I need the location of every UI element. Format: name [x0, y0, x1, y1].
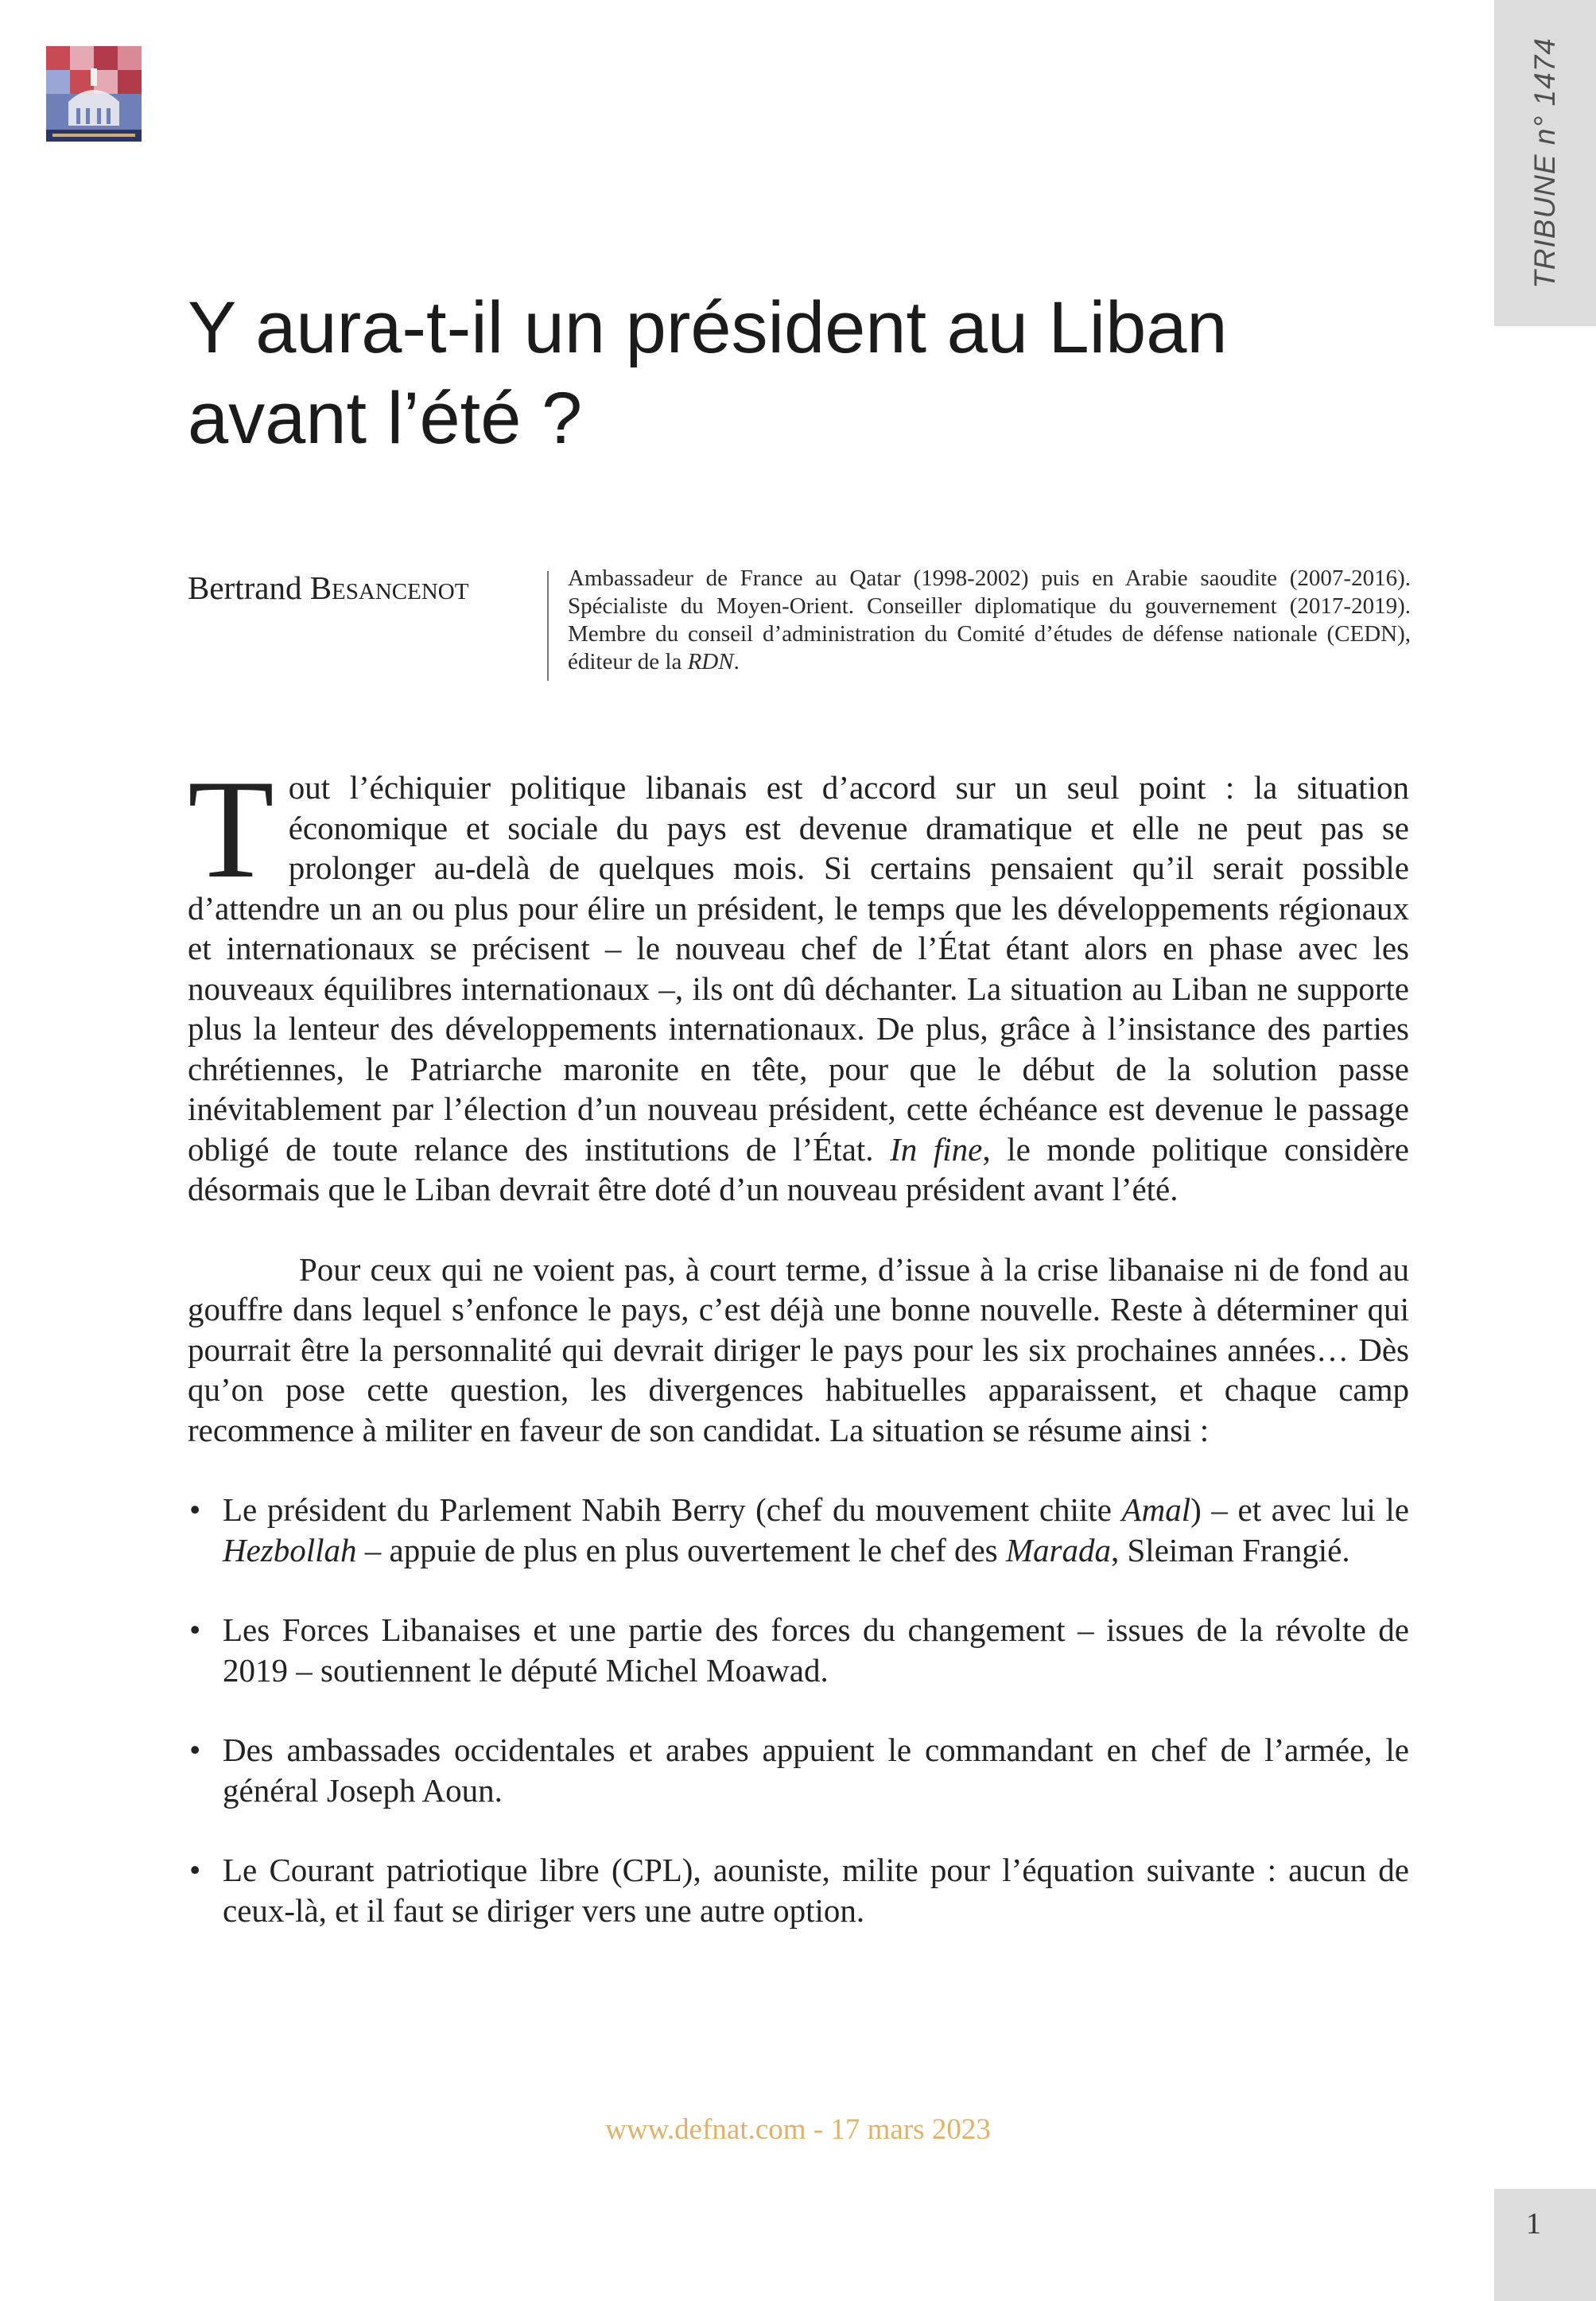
bullet-1-hezbollah: Hezbollah — [223, 1531, 357, 1568]
tribune-label: TRIBUNE n° 1474 — [1528, 37, 1561, 289]
bullet-1-text-c: – appuie de plus en plus ouvertement le chef des — [356, 1531, 1006, 1568]
bio-end: . — [733, 649, 740, 674]
bullet-1-amal: Amal — [1121, 1491, 1191, 1528]
page-number-tab — [1494, 2189, 1596, 2301]
list-item: • Le Courant patriotique libre (CPL), aouniste, milite pour l’équation suivante : aucun de ceux-là, et il faut se diriger vers une autre option. — [188, 1850, 1409, 1930]
title-line-2: avant l’été ? — [188, 378, 583, 459]
list-item: • Des ambassades occidentales et arabes appuient le commandant en chef de l’armée, le général Joseph Aoun. — [188, 1730, 1409, 1810]
paragraph-1-text-b: , le monde politique considère désormais que le Liban devrait être doté d’un nouveau président avant l’été. — [188, 1130, 1409, 1207]
bullet-1-marada: Marada — [1005, 1531, 1111, 1568]
paragraph-1-in-fine: In fine — [890, 1130, 983, 1168]
paragraph-1 — [188, 750, 1409, 1210]
bio-divider — [547, 571, 549, 681]
tribune-tab — [1494, 0, 1596, 326]
list-item — [188, 1490, 1409, 1570]
bio-rdn: RDN — [687, 649, 734, 674]
author-first-name: Bertrand — [188, 569, 302, 606]
page-title — [188, 282, 1380, 464]
page-number: 1 — [1526, 2207, 1541, 2241]
paragraph-2: Pour ceux qui ne voient pas, à court terme, d’issue à la crise libanaise ni de fond au gouffre dans lequel s’enfonce le pays, c’est déjà une bonne nouvelle. Reste à déterminer qui pourrait être la personnalité qui devrait diriger le pays pour les six prochaines années… Dès qu’on pose cette question, les divergences habituelles apparaissent, et chaque camp recommence à militer en faveur de son candidat. La situation se résume ainsi : — [188, 1250, 1409, 1448]
author-last-name: Besancenot — [309, 569, 469, 606]
bullet-1-text-d: , Sleiman Frangié. — [1111, 1531, 1350, 1568]
candidate-list — [188, 1490, 1409, 1930]
bullet-1-text-b: ) – et avec lui le — [1190, 1491, 1409, 1528]
article-body — [188, 750, 1409, 1970]
author-bio — [568, 565, 1411, 676]
ihedn-logo-icon — [46, 46, 142, 142]
bio-text: Ambassadeur de France au Qatar (1998-2002) puis en Arabie saoudite (2007-2016). Spécialiste du Moyen-Orient. Conseiller diplomatique du gouvernement (2017-2019). Membre du conseil d’administration du Comité d’études de défense nationale (CEDN), éditeur de la — [568, 566, 1411, 674]
footer-link[interactable]: www.defnat.com - 17 mars 2023 — [605, 2113, 991, 2146]
bullet-1-text-a: Le président du Parlement Nabih Berry (chef du mouvement chiite — [223, 1491, 1122, 1528]
title-line-1: Y aura-t-il un président au Liban — [188, 287, 1228, 368]
list-item: • Les Forces Libanaises et une partie des forces du changement – issues de la révolte de 2019 – soutiennent le député Michel Moawad. — [188, 1610, 1409, 1690]
drop-cap: T — [188, 750, 274, 908]
author-name — [188, 569, 468, 607]
paragraph-1-text-a: out l’échiquier politique libanais est d’accord sur un seul point : la situation économique et sociale du pays est devenue dramatique et elle ne peut pas se prolonger au-delà de quelques mois. Si certains pensaient qu’il serait possible d’attendre un an ou plus pour élire un président, le temps que les développements régionaux et internationaux se précisent – le nouveau chef de l’État étant alors en phase avec les nouveaux équilibres internationaux –, ils ont dû déchanter. La situation au Liban ne supporte plus la lenteur des développements internationaux. De plus, grâce à l’insistance des parties chrétiennes, le Patriarche maronite en tête, pour que le début de la solution passe inévitablement par l’élection d’un nouveau président, cette échéance est devenue le passage obligé de toute relance des institutions de l’État. — [188, 769, 1409, 1168]
